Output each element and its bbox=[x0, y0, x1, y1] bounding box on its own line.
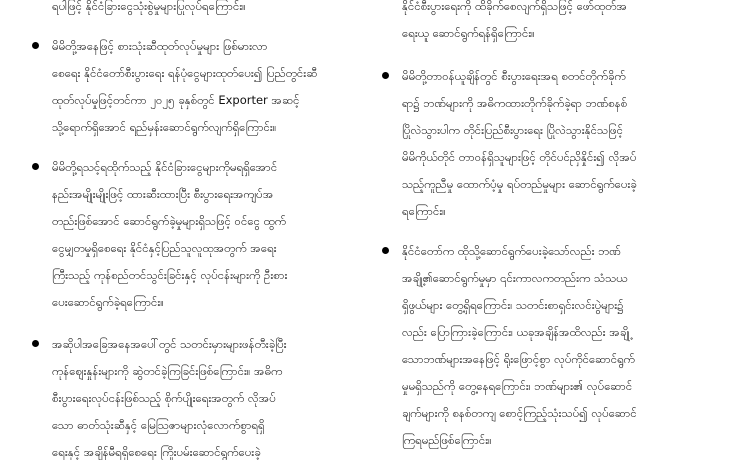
bullet-icon bbox=[32, 163, 39, 170]
paragraph-line: ပေးဆောင်ရွက်ခဲ့ရကြောင်း။ bbox=[52, 295, 164, 309]
paragraph-line: ကုန်ဈေးနှုန်းများကို ဆွဲတင်ခဲ့ကြခြင်းဖြစ်ကြောင်း။ အဓိက bbox=[52, 364, 283, 378]
bullet-icon bbox=[382, 247, 389, 254]
paragraph-line: သောဘဏ်များအနေဖြင့် ရိုးဖြောင့်စွာ လုပ်ကိုင်ဆောင်ရွက် bbox=[402, 352, 635, 366]
paragraph-line: ရာ၌ ဘဏ်များကို အဓိကထားတိုက်ခိုက်ခဲ့ရာ ဘဏ်စနစ် bbox=[402, 96, 628, 110]
paragraph-line: အချို့၏ဆောင်ရွက်မှုမှာ ၎င်းကာလကတည်းက သံသယ bbox=[402, 271, 628, 285]
paragraph-line: လည်း ပြောကြားခဲ့ကြောင်း၊ ယခုအချိန်အထိလည်း အချို့ bbox=[402, 325, 630, 339]
paragraph-line: နိုင်ငံတော်က ထိုသို့ဆောင်ရွက်ပေးခဲ့သော်လည်း ဘဏ် bbox=[402, 244, 621, 258]
paragraph-line: မိမိတို့အနေဖြင့် စားသုံးဆီထုတ်လုပ်မှုများ ဖြစ်မားလာ bbox=[52, 39, 268, 53]
left-top-fragment: ရပါဖြင့် နိုင်ငံခြားငွေသုံးစွဲမှုများပြုလုပ်ရကြောင်း။ bbox=[52, 0, 246, 13]
paragraph-line: ရေးနှင့် အချိန်မီရရှိစေရေး ကြိုးပမ်းဆောင်ရွက်ပေးခဲ့ bbox=[52, 445, 261, 459]
paragraph-line: ငွေမျှတမှုရှိစေရေး နိုင်ငံနှင့်ပြည်သူလူထုအတွက် အရေး bbox=[52, 241, 277, 255]
paragraph-line: မှုမရှိသည်ကို တွေ့နေရကြောင်း၊ ဘဏ်များ၏ လုပ်ဆောင် bbox=[402, 379, 633, 393]
bullet-icon bbox=[382, 72, 389, 79]
paragraph-line: စေရေး နိုင်ငံတော်စီးပွားရေး ရန်ပုံငွေများထုတ်ပေး၍ ပြည်တွင်းဆီ bbox=[52, 66, 318, 80]
right-top-fragment-line: နိုင်ငံစီးပွားရေးကို ထိခိုက်စေလျက်ရှိသဖြင့် ဖော်ထုတ်အ bbox=[402, 0, 628, 13]
paragraph-line: ရှိဖွယ်များ တွေ့ရှိရကြောင်း၊ သတင်းစာရှင်းလင်းပွဲများ၌ bbox=[402, 298, 624, 312]
paragraph-line: မိမိတို့ရသင့်ရထိုက်သည့် နိုင်ငံခြားငွေများကိုမရရှိအောင် bbox=[52, 160, 278, 174]
paragraph-line: မိမိကိုယ်တိုင် တာဝန်ရှိသူများဖြင့် တိုင်ပင်ညှိနှိုင်း၍ လိုအပ် bbox=[402, 150, 637, 164]
paragraph-line: အဆိုပါအခြေအနေအပေါ်တွင် သတင်းမှားများဖန်တီးခဲ့ပြီး bbox=[52, 337, 287, 351]
paragraph-line: ရကြောင်း။ bbox=[402, 204, 446, 218]
paragraph-line: သည့်ကူညီမှု ထောက်ပံ့မှု ရပ်တည်မှုများ ဆောင်ရွက်ပေးခဲ့ bbox=[402, 177, 637, 191]
paragraph-line: စီးပွားရေးလုပ်ငန်းဖြစ်သည့် စိုက်ပျိုးရေးအတွက် လိုအပ် bbox=[52, 391, 276, 405]
bullet-icon bbox=[32, 42, 39, 49]
paragraph-line: သို့ရောက်ရှိအောင် ရည်မှန်းဆောင်ရွက်လျက်ရှိကြောင်း။ bbox=[52, 120, 277, 134]
paragraph-line: သော ဓာတ်သုံးဆီနှင့် မြေဩဇာများလုံလောက်စွာရရှိ bbox=[52, 418, 265, 432]
bullet-icon bbox=[32, 340, 39, 347]
paragraph-line: နည်းအမျိုးမျိုးဖြင့် ထားဆီးထားပြီး စီးပွားရေးအကျပ်အ bbox=[52, 187, 274, 201]
paragraph-line: တည်းဖြစ်အောင် ဆောင်ရွက်ခဲ့မှုများရှိသဖြင့် ဝင်ငွေ ထွက် bbox=[52, 214, 287, 228]
paragraph-line: မိမိတို့တာဝန်ယူချိန်တွင် စီးပွားရေးအရ စတင်တိုက်ခိုက် bbox=[402, 69, 626, 83]
paragraph-line: ချက်များကို စနစ်တကျ စောင့်ကြည့်သုံးသပ်၍ လုပ်ဆောင် bbox=[402, 406, 637, 420]
right-top-fragment-line: ရေးယူ ဆောင်ရွက်ရန်ရှိကြောင်း။ bbox=[402, 26, 535, 40]
paragraph-line: ထုတ်လုပ်မှုဖြင့်တင်ကာ ၂၀၂၅ ခုနှစ်တွင် Exporter အဆင့် bbox=[52, 93, 300, 107]
paragraph-line: ပြိုလဲသွားပါက တိုင်းပြည်စီးပွားရေး ပြိုလဲသွားနိုင်သဖြင့် bbox=[402, 123, 623, 137]
paragraph-line: ကြီးသည့် ကုန်စည်တင်သွင်းခြင်းနှင့် လုပ်ငန်းများကို ဦးစား bbox=[52, 268, 288, 282]
paragraph-line: ကြရမည်ဖြစ်ကြောင်း။ bbox=[402, 433, 492, 447]
